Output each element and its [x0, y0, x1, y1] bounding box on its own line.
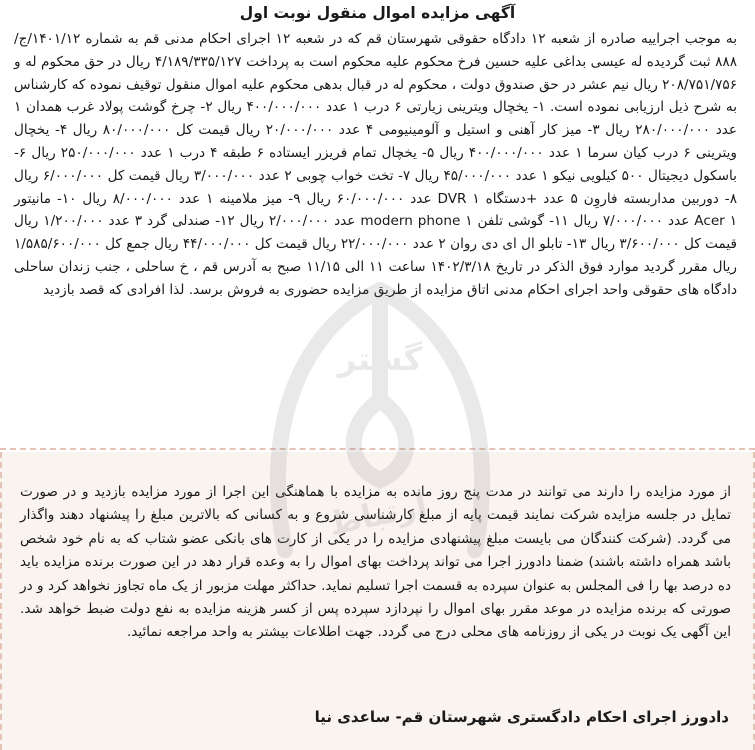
notice-signature: دادورز اجرای احکام دادگستری شهرستان قم- ساعدی نیا — [314, 708, 729, 726]
dashed-divider — [0, 448, 755, 450]
notice-body: به موجب اجراییه صادره از شعبه ۱۲ دادگاه حقوقی شهرستان قم که در شعبه ۱۲ اجرای احکام مدنی قم به شماره ۱۴۰۱/۱۲/ج/۸۸۸ ثبت گردیده له عیسی بداغی علیه حسین فرخ محکوم علیه محکوم است به پرداخت ۴/۱۸۹/۳۳۵/۱۲۷ ریال در حق محکوم له و ۲۰۸/۷۵۱/۷۵۶ ریال نیم عشر در حق صندوق دولت ، محکوم له در قبال بدهی محکوم علیه اموال منقول توقیف نموده که کارشناس به شرح ذیل ارزیابی نموده است. ۱- یخچال ویترینی زیارتی ۶ درب ۱ عدد ۴۰۰/۰۰۰/۰۰۰ ریال ۲- چرخ گوشت پولاد غرب همدان ۱ عدد ۲۸۰/۰۰۰/۰۰۰ ریال ۳- میز کار آهنی و استیل و آلومینیومی ۴ عدد ۲۰/۰۰۰/۰۰۰ ریال قیمت کل ۸۰/۰۰۰/۰۰۰ ریال ۴- یخچال ویترینی ۶ درب کیان سرما ۱ عدد ۴۰۰/۰۰۰/۰۰۰ ریال ۵- یخچال تمام فریزر ایستاده ۶ طبقه ۴ درب ۱ عدد ۲۵۰/۰۰۰/۰۰۰ ریال ۶- باسکول دیجیتال ۵۰۰ کیلویی نیکو ۱ عدد ۴۵/۰۰۰/۰۰۰ ریال ۷- تخت خواب چوبی ۲ عدد ۳/۰۰۰/۰۰۰ ریال قیمت کل ۶/۰۰۰/۰۰۰ ریال ۸- دوربین مداربسته فاروِن ۵ عدد +دستگاه DVR ۱ عدد ۶۰/۰۰۰/۰۰۰ ریال ۹- میز ملامینه ۱ عدد ۸/۰۰۰/۰۰۰ ریال ۱۰- مانیتور Acer ۱ عدد ۷/۰۰۰/۰۰۰ ریال ۱۱- گوشی تلفن modern phone ۱ عدد ۲/۰۰۰/۰۰۰ ریال ۱۲- صندلی گرد ۳ عدد ۱/۲۰۰/۰۰۰ ریال قیمت کل ۳/۶۰۰/۰۰۰ ریال ۱۳- تابلو ال ای دی روان ۲ عدد ۲۲/۰۰۰/۰۰۰ ریال قیمت کل ۴۴/۰۰۰/۰۰۰ ریال جمع کل ۱/۵۸۵/۶۰۰/۰۰۰ ریال مقرر گردید موارد فوق الذکر در تاریخ ۱۴۰۲/۳/۱۸ ساعت ۱۱ الی ۱۱/۱۵ صبح به آدرس قم ، خ ساحلی ، جنب زندان ساحلی دادگاه های حقوقی واحد اجرای احکام مدنی اتاق مزایده از طریق مزایده حضوری به فروش برسد. لذا افرادی که قصد بازدید — [14, 31, 738, 298]
notice-continuation: از مورد مزایده را دارند می توانند در مدت پنج روز مانده به مزایده با هماهنگی این اجرا از مورد مزایده بازدید و در صورت تمایل در جلسه مزایده شرکت نمایند قیمت پایه از مبلغ کارشناسی شروع و به کسانی که بالاترین مبلغ را پیشنهاد دهند واگذار می گردد. (شرکت کنندگان می بایست مبلغ پیشنهادی مزایده را در یکی از کارت های بانکی عضو شتاب که به نام خود شخص باشد همراه داشته باشند) ضمنا دادورز اجرا می تواند پرداخت بهای اموال را به وعده قرار دهد در این صورت برنده مزایده باید ده درصد بها را فی المجلس به عنوان سپرده به قسمت اجرا تسلیم نماید. حداکثر مهلت مزبور از یک ماه تجاوز نخواهد کرد و در صورتی که برنده مزایده در موعد مقرر بهای اموال را نپردازد سپرده پس از کسر هزینه مزایده به نفع دولت ضبط خواهد شد. این آگهی یک نوبت در یکی از روزنامه های محلی درج می گردد. جهت اطلاعات بیشتر به واحد مراجعه نمائید. — [20, 484, 731, 641]
notice-lower-panel — [0, 452, 755, 750]
notice-title: آگهی مزایده اموال منقول نوبت اول — [239, 4, 516, 22]
